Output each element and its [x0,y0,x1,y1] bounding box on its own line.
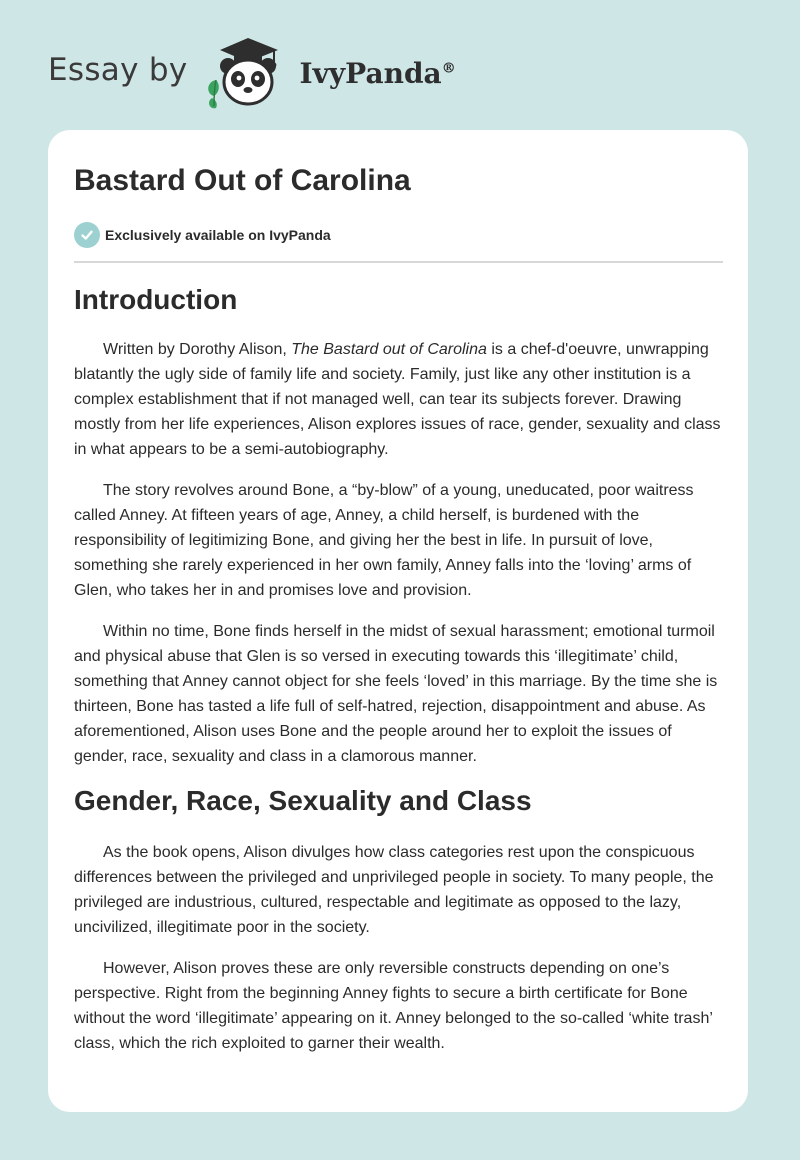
brand-logo[interactable] [48,34,456,110]
article-title: Bastard Out of Carolina [74,164,411,197]
paragraph: Within no time, Bone finds herself in the midst of sexual harassment; emotional turmoil and physical abuse that Glen is so versed in executing towards this ‘illegitimate’ child, something that Anney cannot object for she feels ‘loved’ in this marriage. By the time she is thirteen, Bone has tasted a life full of self-hatred, rejection, disappointment and abuse. As aforementioned, Alison uses Bone and the people around her to exploit the issues of gender, race, sexuality and class in a clamorous manner. [74,623,718,765]
check-circle-icon [74,222,100,248]
article-card [48,130,748,1112]
article-body [74,282,724,1056]
brand-name: IvyPanda® [299,56,456,90]
section-heading-gender-race-sexuality-class: Gender, Race, Sexuality and Class [74,785,532,816]
panda-mascot-icon [202,34,294,110]
paragraph: Written by Dorothy Alison, The Bastard out of Carolina is a chef-d'oeuvre, unwrapping blatantly the ugly side of family life and society. Family, just like any other institution is a complex establishment that if not managed well, can tear its subjects forever. Drawing mostly from her life experiences, Alison explores issues of race, gender, sexuality and class in what appears to be a semi-autobiography. [74,341,721,458]
exclusive-label: Exclusively available on IvyPanda [105,227,331,243]
brand-prefix: Essay by [48,52,188,88]
section-heading-introduction: Introduction [74,284,238,315]
paragraph: The story revolves around Bone, a “by-blow” of a young, uneducated, poor waitress called Anney. At fifteen years of age, Anney, a child herself, is burdened with the responsibility of legitimizing Bone, and giving her the best in life. In pursuit of love, something she rarely experienced in her own family, Anney falls into the ‘loving’ arms of Glen, who takes her in and promises love and provision. [74,482,694,599]
paragraph: However, Alison proves these are only reversible constructs depending on one’s perspective. Right from the beginning Anney fights to secure a birth certificate for Bone without the word ‘illegitimate’ appearing on it. Anney belonged to the so-called ‘white trash’ class, which the rich exploited to garner their wealth. [74,960,713,1052]
book-title-italic: The Bastard out of Carolina [291,341,487,358]
title-divider [74,261,723,263]
exclusive-badge [74,222,331,248]
paragraph: As the book opens, Alison divulges how class categories rest upon the conspicuous differences between the privileged and unprivileged people in society. To many people, the privileged are industrious, cultured, respectable and legitimate as opposed to the lazy, uncivilized, illegitimate poor in the society. [74,844,714,936]
